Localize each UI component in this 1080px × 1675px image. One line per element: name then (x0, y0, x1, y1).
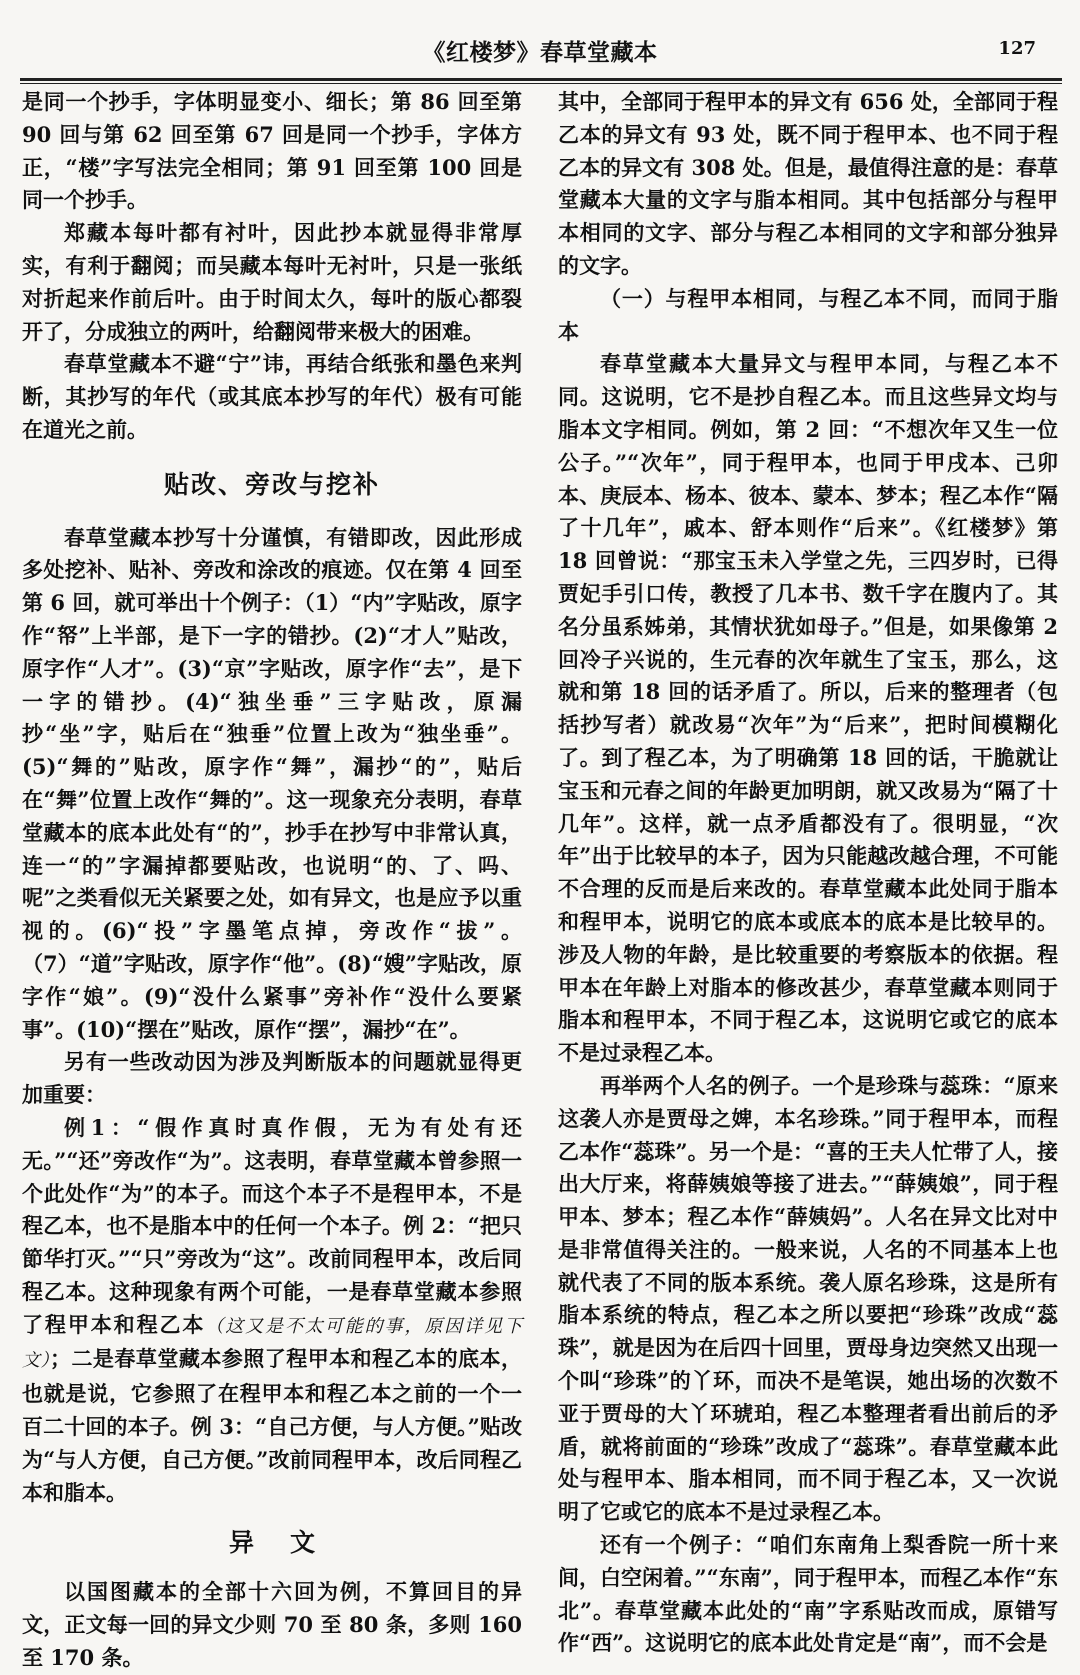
paragraph: 郑藏本每叶都有衬叶，因此抄本就显得非常厚实，有利于翻阅；而吴藏本每叶无衬叶，只是一张纸对折起来作前后叶。由于时间太久，每叶的版心都裂开了，分成独立的两叶，给翻阅带来极大的困难。 (22, 220, 522, 344)
subsection-heading: （一）与程甲本相同，与程乙本不同，而同于脂本 (558, 285, 1058, 344)
section-heading-tiegai: 贴改、旁改与挖补 (163, 469, 380, 499)
paragraph: 春草堂藏本抄写十分谨慎，有错即改，因此形成多处挖补、贴补、旁改和涂改的痕迹。仅在第 4 回至第 6 回，就可举出十个例子：（1）“内”字贴改，原字作“帑”上半部，是下一字的错抄。(2)“才人”贴改，原字作“人才”。(3)“京”字贴改，原字作“去”，是下一字的错抄。(4)“独坐垂”三字贴改，原漏抄“坐”字，贴后在“独垂”位置上改为“独坐垂”。(5)“舞的”贴改，原字作“舞”，漏抄“的”，贴后在“舞”位置上改作“舞的”。这一现象充分表明，春草堂藏本的底本此处有“的”，抄手在抄写中非常认真，连一“的”字漏掉都要贴改，也说明“的、了、吗、呢”之类看似无关紧要之处，如有异文，也是应予以重视的。(6)“投”字墨笔点掉，旁改作“拔”。（7）“道”字贴改，原字作“他”。(8)“嫂”字贴改，原字作“娘”。(9)“没什么紧事”旁补作“没什么要紧事”。(10)“摆在”贴改，原作“摆”，漏抄“在”。 (22, 524, 522, 1042)
paragraph: 另有一些改动因为涉及判断版本的问题就显得更加重要： (22, 1049, 522, 1108)
header-rule-thin (20, 83, 1062, 84)
paragraph: 春草堂藏本不避“宁”讳，再结合纸张和墨色来判断，其抄写的年代（或其底本抄写的年代）极有可能在道光之前。 (22, 351, 522, 442)
paragraph (22, 1112, 522, 1510)
paragraph: 春草堂藏本大量异文与程甲本同，与程乙本不同。这说明，它不是抄自程乙本。而且这些异文均与脂本文字相同。例如，第 2 回：“不想次年又生一位公子。”“次年”，同于程甲本，也同于甲戌本、己卯本、庚辰本、杨本、彼本、蒙本、梦本；程乙本作“隔了十几年”，戚本、舒本则作“后来”。《红楼梦》第 18 回曾说：“那宝玉未入学堂之先，三四岁时，已得贾妃手引口传，教授了几本书、数千字在腹内了。其名分虽系姊弟，其情状犹如母子。”但是，如果像第 2 回冷子兴说的，生元春的次年就生了宝玉，那么，这就和第 18 回的话矛盾了。所以，后来的整理者（包括抄写者）就改易“次年”为“后来”，把时间模糊化了。到了程乙本，为了明确第 18 回的话，干脆就让宝玉和元春之间的年龄更加明朗，就又改易为“隔了十几年”。这样，就一点矛盾都没有了。很明显，“次年”出于比较早的本子，因为只能越改越合理，不可能不合理的反而是后来改的。春草堂藏本此处同于脂本和程甲本，说明它的底本或底本的底本是比较早的。涉及人物的年龄，是比较重要的考察版本的依据。程甲本在年龄上对脂本的修改甚少，春草堂藏本则同于脂本和程甲本，不同于程乙本，这说明它或它的底本不是过录程乙本。 (558, 351, 1058, 1066)
paragraph: 再举两个人名的例子。一个是珍珠与蕊珠：“原来这袭人亦是贾母之婢，本名珍珠。”同于程甲本，而程乙本作“蕊珠”。另一个是：“喜的王夫人忙带了人，接出大厅来，将薛姨娘等接了进去。”“薛姨娘”，同于程甲本、梦本；程乙本作“薛姨妈”。人名在异文比对中是非常值得关注的。一般来说，人名的不同基本上也就代表了不同的版本系统。袭人原名珍珠，这是所有脂本系统的特点，程乙本之所以要把“珍珠”改成“蕊珠”，就是因为在后四十回里，贾母身边突然又出现一个叫“珍珠”的丫环，而决不是笔误，她出场的次数不亚于贾母的大丫环琥珀，程乙本整理者看出前后的矛盾，就将前面的“珍珠”改成了“蕊珠”。春草堂藏本此处与程甲本、脂本相同，而不同于程乙本，又一次说明了它或它的底本不是过录程乙本。 (558, 1072, 1058, 1525)
paragraph-text: 例1：“假作真时真作假，无为有处有还无。”“还”旁改作“为”。这表明，春草堂藏本曾参照一个此处作“为”的本子。而这个本子不是程甲本，不是程乙本，也不是脂本中的任何一个本子。例 2：“把只節华打灭。”“只”旁改为“这”。改前同程甲本，改后同程乙本。这种现象有两个可能，一是春草堂藏本参照了程甲本和程乙本 (22, 1114, 522, 1337)
paragraph: 还有一个例子：“咱们东南角上梨香院一所十来间，白空闲着。”“东南”，同于程甲本，而程乙本作“东北”。春草堂藏本此处的“南”字系贴改而成，原错写作“西”。这说明它的底本此处肯定是“南”，而不会是 (558, 1532, 1058, 1656)
section-heading-yiwen: 异文 (228, 1528, 351, 1558)
page-number: 127 (998, 38, 1036, 59)
paragraph: 其中，全部同于程甲本的异文有 656 处，全部同于程乙本的异文有 93 处，既不同于程甲本、也不同于程乙本的异文有 308 处。但是，最值得注意的是：春草堂藏本大量的文字与脂本相同。其中包括部分与程甲本相同的文字、部分与程乙本相同的文字和部分独异的文字。 (558, 89, 1058, 278)
left-column (22, 86, 523, 1670)
parenthetical-note: （这又是不太可能的事，原因详见下文） (22, 1315, 523, 1372)
page-header-title: 《红楼梦》春草堂藏本 (422, 39, 658, 66)
right-column (558, 86, 1058, 1656)
paragraph: 是同一个抄手，字体明显变小、细长；第 86 回至第 90 回与第 62 回至第 67 回是同一个抄手，字体方正，“楼”字写法完全相同；第 91 回至第 100 回是同一个抄手。 (22, 89, 522, 213)
paragraph-text: ；二是春草堂藏本参照了程甲本和程乙本的底本，也就是说，它参照了在程甲本和程乙本之前的一个一百二十回的本子。例 3：“自己方便，与人方便。”贴改为“与人方便，自己方便。”改前同程甲本，改后同程乙本和脂本。 (22, 1346, 523, 1505)
paragraph: 以国图藏本的全部十六回为例，不算回目的异文，正文每一回的异文少则 70 至 80 条，多则 160 至 170 条。 (22, 1579, 522, 1670)
header-rule (20, 78, 1062, 81)
